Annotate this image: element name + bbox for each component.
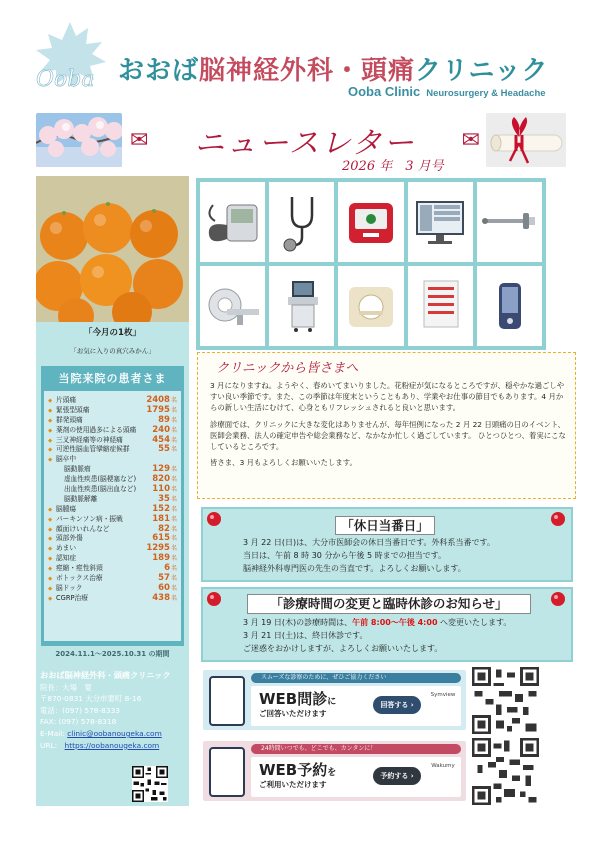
wakumy-logo: Wakumy <box>431 763 455 769</box>
stat-row: 虚血性疾患(脳梗塞など) 820 名 <box>64 474 177 485</box>
photo-subcaption: 「お気に入りの真穴みかん」 <box>70 347 155 355</box>
banner-header: スムーズな診察のために、ぜひご協力ください <box>251 673 461 683</box>
pushpin-icon <box>205 591 223 609</box>
stethoscope-icon <box>269 182 334 262</box>
contact-clinic-name: おおば脳神経外科・頭痛クリニック <box>40 670 171 680</box>
stats-period: 2024.11.1～2025.10.31 の期間 <box>55 650 170 658</box>
contact-fax: FAX: (097) 578-8318 <box>40 717 117 727</box>
contact-director: 院長：大場 寛 <box>40 682 92 692</box>
document-folders-icon <box>408 266 473 346</box>
equipment-photo-grid <box>196 178 546 350</box>
holiday-duty-notice <box>201 507 573 582</box>
contact-tel: 電話：(097) 578-8333 <box>40 705 120 715</box>
stat-row: ◆ 脳ドック 60 名 <box>48 582 177 593</box>
blood-pressure-monitor-icon <box>200 182 265 262</box>
computer-monitor-icon <box>408 182 473 262</box>
pushpin-icon <box>205 511 223 529</box>
stat-row: ◆ 緊張型頭痛 1795 名 <box>48 404 177 415</box>
stat-row: ◆ 痙縮・痙性斜頸 6 名 <box>48 563 177 574</box>
clinic-name-en: Ooba Clinic Neurosurgery & Headache <box>348 84 546 99</box>
message-paragraph: 診療面では、クリニックに大きな変化はありませんが、毎年恒例になった 2 月 22 日頭痛の日のイベント、医師会業務、法人の確定申告や総会業務など、なかなか忙しく過ごしています。 ひとつひとつ、着実にこなしているところです。 <box>210 419 566 452</box>
stat-row: ◆ 三叉神経痛等の神経痛 454 名 <box>48 434 177 445</box>
reflex-hammer-icon <box>477 182 542 262</box>
web-booking-banner[interactable]: 24時間いつでも、どこでも、カンタンに！ WEB予約を ご利用いただけます 予約する › Wakumy <box>203 741 466 801</box>
notice-body: 3 月 22 日(日)は、大分市医師会の休日当番日です。外科系当番です。 当日は、午前 8 時 30 分から午後 5 時までの担当です。 脳神経外科専門医の先生の当直です。よろしくお願いします。 <box>243 538 495 573</box>
stat-row: ◆ CGRP治療 438 名 <box>48 592 177 603</box>
clinic-name: おおば脳神経外科・頭痛クリニック <box>118 56 549 86</box>
symview-logo: Symview <box>430 692 456 698</box>
website-link[interactable]: https://oobanougeka.com <box>64 740 160 750</box>
stat-row: ◆ 認知症 189 名 <box>48 553 177 564</box>
changed-hours: 午前 8:00～午後 4:00 <box>352 618 438 627</box>
contact-info <box>40 670 188 751</box>
envelope-icon: ✉ <box>461 127 480 153</box>
ct-scanner-icon <box>200 266 265 346</box>
message-title: クリニックから皆さまへ <box>216 361 359 376</box>
notice-body: 3 月 19 日(木)の診療時間は、午前 8:00～午後 4:00 へ変更いたします。 3 月 21 日(土)は、終日休診です。 ご迷惑をおかけしますが、よろしくお願いいたします。 <box>243 618 512 653</box>
clinic-message-box <box>197 352 576 499</box>
newsletter-title-text: ニュースレター <box>194 126 416 161</box>
stat-row: ◆ 片頭痛 2408 名 <box>48 395 177 405</box>
photo-caption: 「今月の1枚」 <box>84 328 141 338</box>
stat-row: ◆ 脳腫瘍 152 名 <box>48 503 177 514</box>
stat-row: ◆ 群発頭痛 89 名 <box>48 414 177 425</box>
website-qr-code[interactable] <box>132 766 168 802</box>
patient-stats-panel <box>41 366 184 646</box>
book-button[interactable]: 予約する › <box>373 767 421 785</box>
clinic-logo <box>30 18 110 100</box>
issue-date: 2026 年 3 月号 <box>342 159 444 174</box>
stat-row: ◆ ボトックス治療 57 名 <box>48 573 177 584</box>
stat-row-heading: ◆ 脳卒中 <box>48 455 77 464</box>
message-paragraph: 3 月になりますね。ようやく、春めいてまいりました。花粉症が気になるところですが、穏やかな過ごしやすい良い季節です。また、この季節は年度末ということもあり、学業やお仕事の節目でもあります。4 月からの新しい生活にむけて、心身ともリフレッシュされると良いと思います。 <box>210 381 565 413</box>
cherry-blossom-image <box>36 113 122 167</box>
pushpin-icon <box>549 591 567 609</box>
stat-row: ◆ 頭部外傷 615 名 <box>48 533 177 544</box>
notice-title: 「診療時間の変更と臨時休診のお知らせ」 <box>247 594 531 614</box>
schedule-change-notice <box>201 587 573 662</box>
pushpin-icon <box>549 511 567 529</box>
handheld-device-icon <box>477 266 542 346</box>
smartphone-icon <box>209 747 245 797</box>
stat-row: ◆ めまい 1295 名 <box>48 543 177 554</box>
stats-list <box>44 391 181 641</box>
answer-button[interactable]: 回答する › <box>373 696 421 714</box>
email-link[interactable]: clinic@oobanougeka.com <box>67 728 162 738</box>
stat-row: 脳動脈瘤 129 名 <box>64 464 177 475</box>
mri-scanner-icon <box>338 266 403 346</box>
stat-row: ◆ パーキンソン病・振戦 181 名 <box>48 513 177 524</box>
web-interview-banner[interactable]: スムーズな診察のために、ぜひご協力ください WEB問診に ご回答いただけます 回答する › Symview <box>203 670 466 730</box>
stat-row: ◆ 薬剤の使用過多による頭痛 240 名 <box>48 424 177 435</box>
envelope-icon: ✉ <box>130 127 149 153</box>
stat-row: ◆ 可逆性脳血管攣縮症候群 55 名 <box>48 444 177 455</box>
aed-icon <box>338 182 403 262</box>
stat-row: 出血性疾患(脳出血など) 110 名 <box>64 484 177 495</box>
contact-email-row: E-Mail: clinic@oobanougeka.com <box>40 728 162 738</box>
contact-url-row: URL: https://oobanougeka.com <box>40 740 160 750</box>
stat-row: 脳動脈解離 35 名 <box>64 493 177 504</box>
scroll-ribbon-image <box>486 113 566 167</box>
message-paragraph: 皆さま、3 月もよろしくお願いいたします。 <box>210 458 357 468</box>
logo-text: Ooba <box>36 67 95 92</box>
stats-title: 当院来院の患者さま <box>58 372 167 385</box>
oranges-photo <box>36 176 189 322</box>
ultrasound-machine-icon <box>269 266 334 346</box>
web-interview-qr-code[interactable] <box>472 667 539 734</box>
message-body <box>210 380 568 473</box>
contact-address: 〒870-0831 大分市要町 8-16 <box>40 694 142 704</box>
notice-title: 「休日当番日」 <box>335 516 435 535</box>
smartphone-icon <box>209 676 245 726</box>
left-sidebar <box>36 176 189 806</box>
stat-row: ◆ 顔面けいれんなど 82 名 <box>48 523 177 534</box>
banner-header: 24時間いつでも、どこでも、カンタンに！ <box>251 744 461 754</box>
web-booking-qr-code[interactable] <box>472 738 539 805</box>
